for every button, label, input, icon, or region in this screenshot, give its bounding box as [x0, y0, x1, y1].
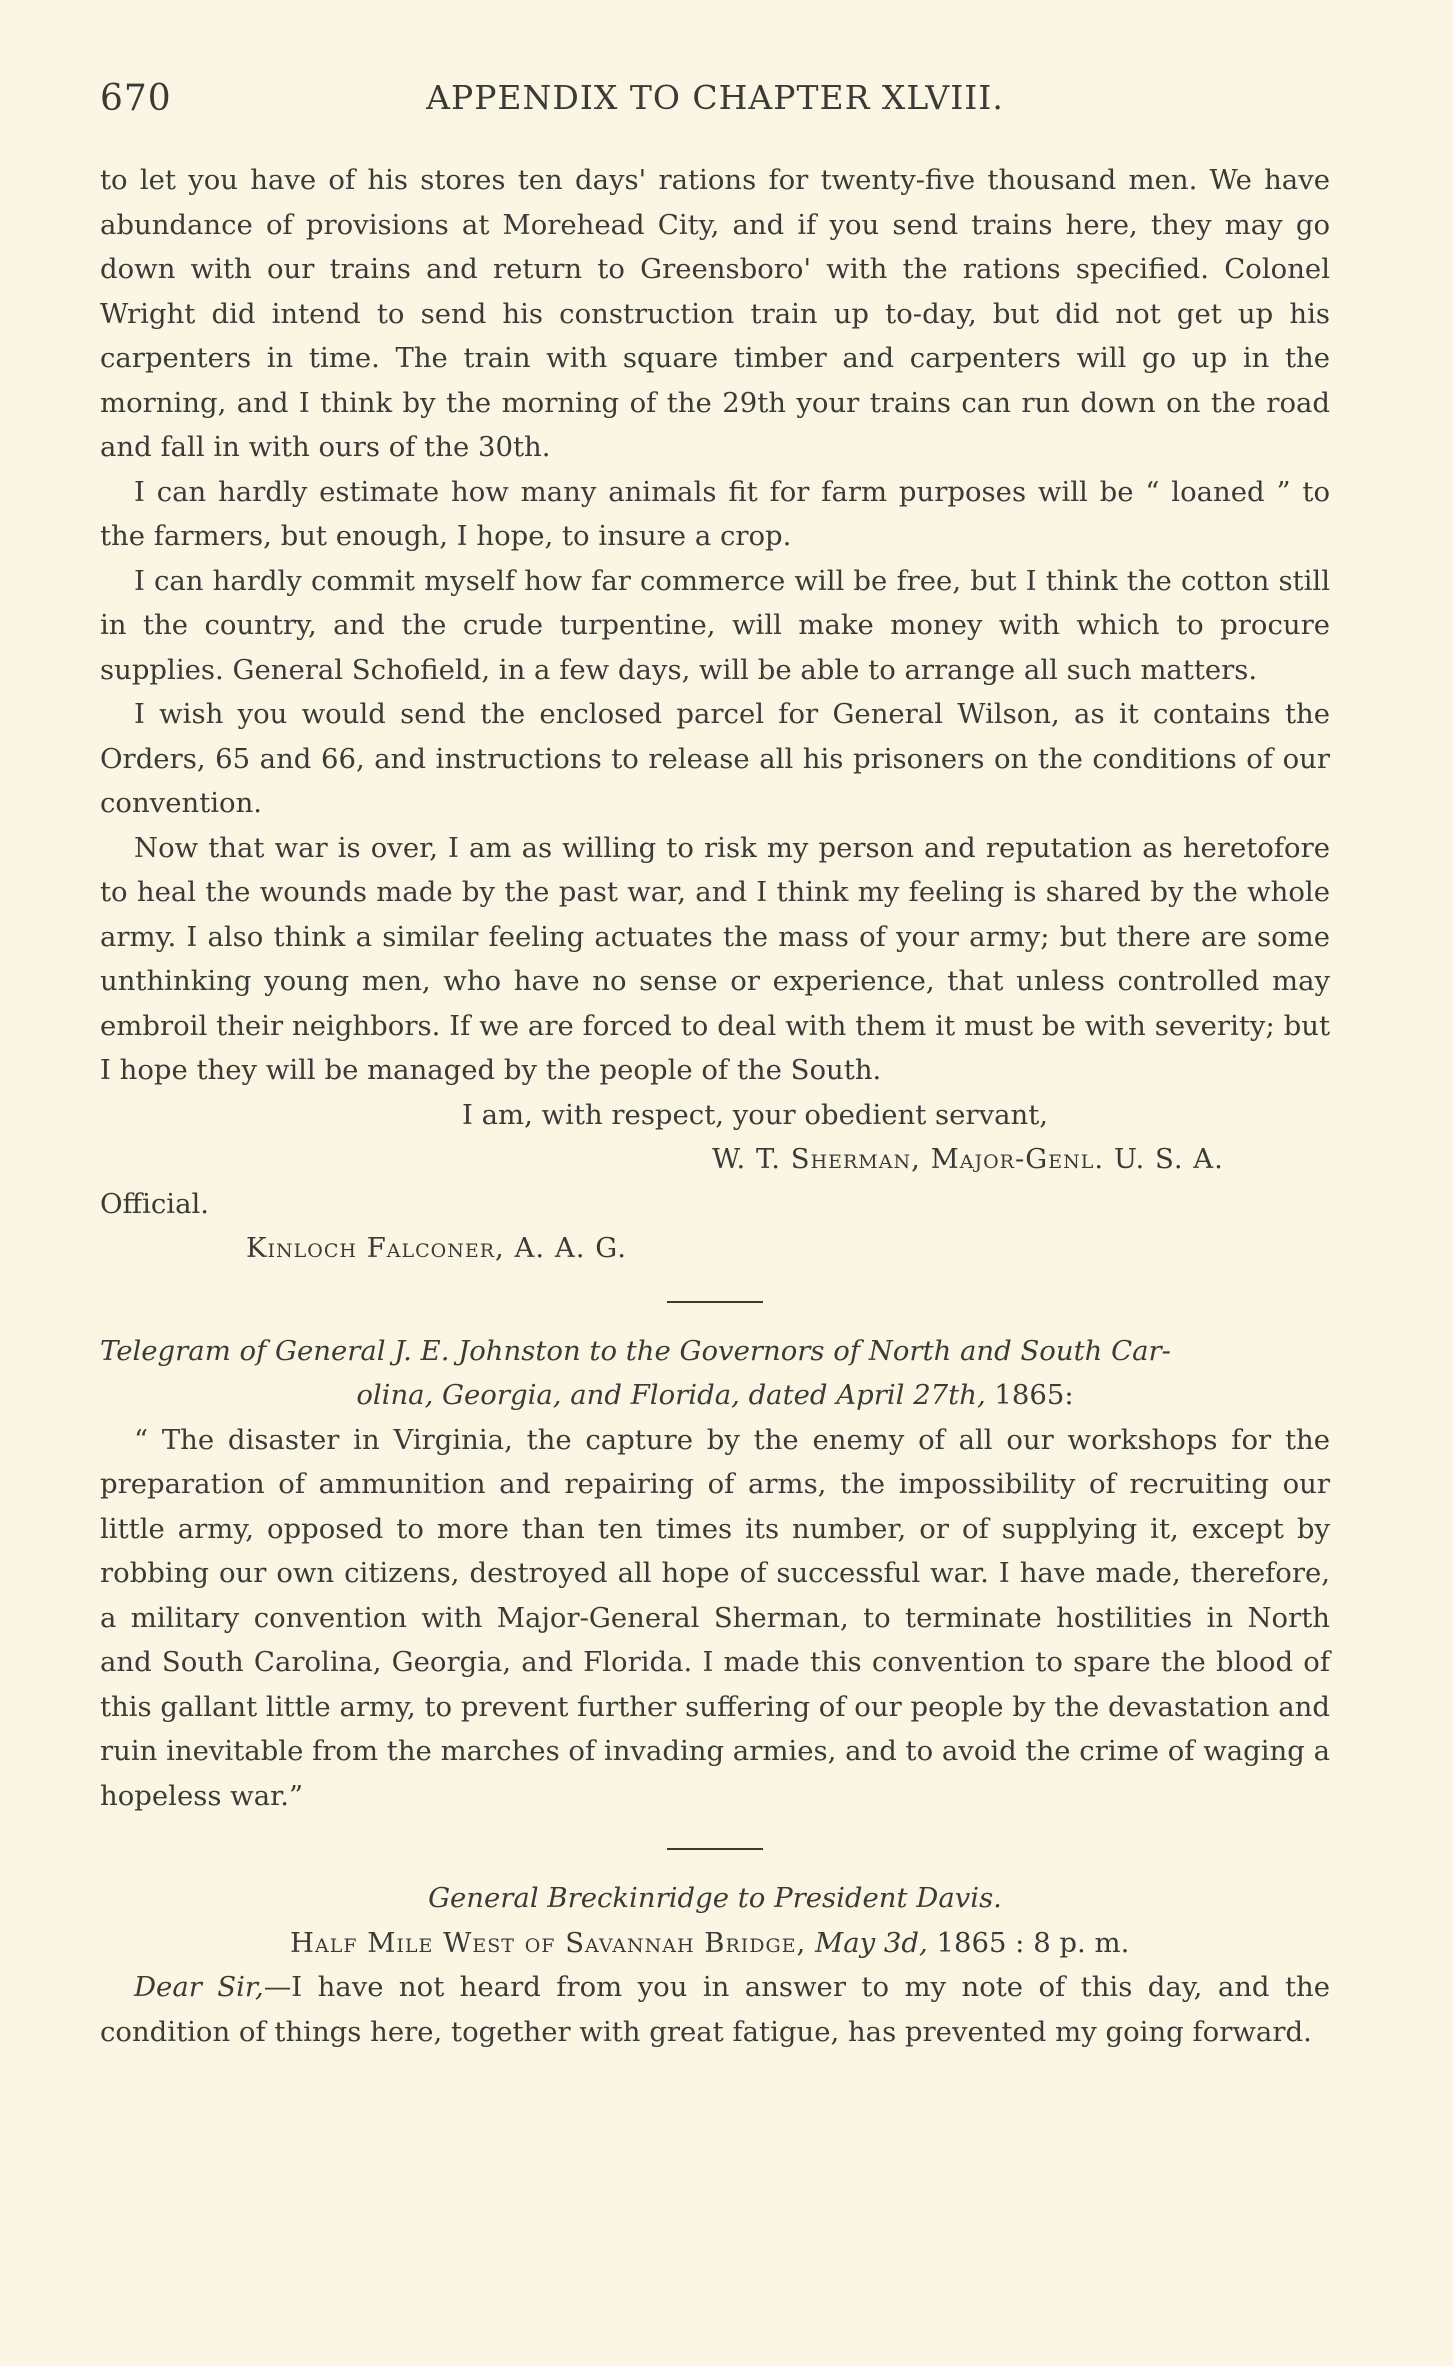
page-number: 670 [100, 78, 172, 119]
letter-closing: I am, with respect, your obedient servant, [462, 1098, 1049, 1131]
page-body [100, 158, 1330, 2054]
breckinridge-text: —I have not heard from you in answer to my note of this day, and the condition of things here, together with great fatigue, has prevented my going forward. [100, 1971, 1330, 2048]
attestation: Kinloch Falconer, A. A. G. [246, 1232, 627, 1264]
telegram-heading-line-2: olina, Georgia, and Florida, dated April 27th, [356, 1379, 986, 1411]
letter-signature: W. T. Sherman, Major-Genl. U. S. A. [712, 1143, 1224, 1175]
dateline-date: May 3d, [806, 1926, 928, 1959]
telegram-heading-line-1: Telegram of General J. E. Johnston to the Governors of North and South Car- [100, 1334, 1171, 1367]
page-header [100, 78, 1330, 128]
dateline-time: 1865 : 8 p. m. [927, 1926, 1130, 1959]
telegram-text: “ The disaster in Virginia, the capture by the enemy of all our workshops for the preparation of ammunition and repairing of arms, the impossibility of recruiting our little army, opposed to more than ten times its number, or of supplying it, except by robbing our own citizens, destroyed all hope of successful war. I have made, therefore, a military convention with Major-General Sherman, to terminate hostilities in North and South Carolina, Georgia, and Florida. I made this convention to spare the blood of this gallant little army, to prevent further suffering of our people by the devastation and ruin inevitable from the marches of invading armies, and to avoid the crime of waging a hopeless war.” [100, 1423, 1330, 1812]
running-title: APPENDIX TO CHAPTER XLVIII. [426, 78, 1004, 117]
telegram-heading [100, 1329, 1330, 1374]
breckinridge-heading: General Breckinridge to President Davis. [428, 1882, 1002, 1914]
section-divider [667, 1301, 763, 1303]
letter-paragraph-1: to let you have of his stores ten days' rations for twenty-five thousand men. We have abundance of provisions at Morehead City, and if you send trains here, they may go down with our trains and return to Greensboro' with the rations specified. Colonel Wright did intend to send his construction train up to-day, but did not get up his carpenters in time. The train with square timber and carpenters will go up in the morning, and I think by the morning of the 29th your trains can run down on the road and fall in with ours of the 30th. [100, 164, 1330, 463]
telegram-heading-continued [100, 1373, 1330, 1418]
letter-paragraph-5: Now that war is over, I am as willing to risk my person and reputation as heretofore to heal the wounds made by the past war, and I think my feeling is shared by the whole army. I also think a similar feeling actuates the mass of your army; but there are some unthinking young men, who have no sense or experience, that unless controlled may embroil their neighbors. If we are forced to deal with them it must be with severity; but I hope they will be managed by the people of the South. [100, 831, 1330, 1086]
breckinridge-dateline [100, 1921, 1330, 1966]
official-label: Official. [100, 1187, 210, 1220]
telegram-heading-year: 1865: [985, 1379, 1074, 1411]
letter-paragraph-2: I can hardly estimate how many animals fit for farm purposes will be “ loaned ” to the farmers, but enough, I hope, to insure a crop. [100, 475, 1330, 552]
breckinridge-letter [100, 1965, 1330, 2054]
letter-paragraph-3: I can hardly commit myself how far commerce will be free, but I think the cotton still in the country, and the crude turpentine, will make money with which to procure supplies. General Schofield, in a few days, will be able to arrange all such matters. [100, 564, 1330, 686]
dateline-place: Half Mile West of Savannah Bridge, [290, 1926, 807, 1959]
salutation: Dear Sir, [134, 1971, 264, 2003]
section-divider [667, 1848, 763, 1850]
letter-paragraph-4: I wish you would send the enclosed parcel for General Wilson, as it contains the Orders, 65 and 66, and instructions to release all his prisoners on the conditions of our convention. [100, 698, 1330, 819]
